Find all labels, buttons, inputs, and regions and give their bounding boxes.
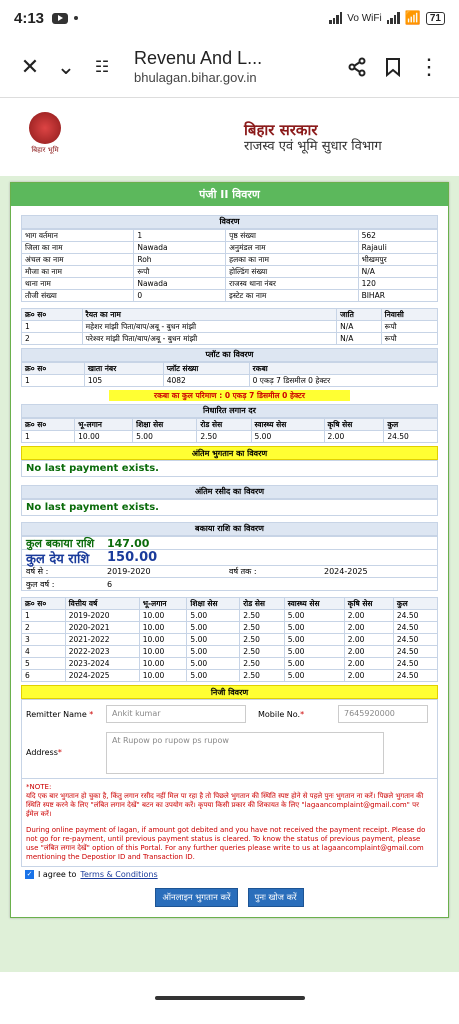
total-due-value: 147.00 xyxy=(107,536,150,550)
table-row-cell: 24.50 xyxy=(393,610,437,622)
table-row-cell: 2.00 xyxy=(344,622,393,634)
table-header-row xyxy=(22,598,438,610)
youtube-icon xyxy=(52,13,68,24)
search-again-button[interactable]: पुनः खोज करें xyxy=(248,888,304,907)
table-row-cell: राजस्व थाना नंबर xyxy=(226,278,358,290)
table-row-cell: 5 xyxy=(22,658,66,670)
table-header-row-cell: भू-लगान xyxy=(75,419,133,431)
table-row-cell: N/A xyxy=(358,266,437,278)
note-english: During online payment of lagan, if amount got debited and you have not received the payment receipt. Please do not go for re-payment, until previous payment status is cleared. To know the status of previous payment, please use "लंबित लगान देखें" option of this Portal. For any further queries please write to us at lagaancomplaint@gmail.com mentioning the Depostior ID and Transaction ID. xyxy=(26,826,426,861)
table-row xyxy=(22,622,438,634)
header-line2: राजस्व एवं भूमि सुधार विभाग xyxy=(244,139,382,155)
to-year-value: 2024-2025 xyxy=(324,567,368,576)
table-row-cell: 5.00 xyxy=(284,670,344,682)
dues-summary xyxy=(21,536,438,591)
table-row-cell: इस्टेट का नाम xyxy=(226,290,358,302)
table-row-cell: भाग वर्तमान xyxy=(22,230,134,242)
signal-2-icon xyxy=(387,12,400,24)
table-row xyxy=(22,254,438,266)
personal-section-title: निजी विवरण xyxy=(21,685,438,699)
table-row-cell: 2.00 xyxy=(344,610,393,622)
share-icon[interactable] xyxy=(339,49,375,85)
payable-value: 150.00 xyxy=(107,550,158,565)
table-row-cell: पृष्ठ संख्या xyxy=(226,230,358,242)
agree-row xyxy=(21,867,438,882)
table-row-cell: 105 xyxy=(84,375,163,387)
page-title: Revenu And L... xyxy=(134,47,263,68)
table-row xyxy=(22,375,438,387)
table-row xyxy=(22,646,438,658)
remitter-name-input[interactable]: Ankit kumar xyxy=(106,705,246,723)
note-title: *NOTE: xyxy=(26,783,52,791)
table-row-cell: परेश्वर मांझी पिता/बाप/अबू - बुधन मांझी xyxy=(82,333,336,345)
plot-table xyxy=(21,362,438,387)
table-row-cell: 0 xyxy=(134,290,226,302)
table-row-cell: होल्डिंग संख्या xyxy=(226,266,358,278)
table-row-cell: 24.50 xyxy=(393,670,437,682)
table-row-cell: 2 xyxy=(22,622,66,634)
table-row-cell: 2022-2023 xyxy=(65,646,139,658)
logo-caption: बिहार भूमि xyxy=(31,146,59,154)
table-row-cell: 10.00 xyxy=(139,622,187,634)
table-row-cell: 2.00 xyxy=(344,646,393,658)
notification-dot-icon xyxy=(74,16,78,20)
table-header-row-cell: रैयत का नाम xyxy=(82,309,336,321)
network-label: Vo WiFi xyxy=(347,12,382,24)
battery-icon: 71 xyxy=(426,12,445,25)
from-year-value: 2019-2020 xyxy=(107,567,151,576)
from-year-label: वर्ष से : xyxy=(26,567,49,576)
mobile-input[interactable]: 7645920000 xyxy=(338,705,428,723)
table-row-cell: 2.00 xyxy=(344,634,393,646)
table-row-cell: 5.00 xyxy=(133,431,197,443)
table-row-cell: 2.50 xyxy=(240,610,285,622)
table-header-row-cell: भू-लगान xyxy=(139,598,187,610)
table-row-cell: N/A xyxy=(337,321,382,333)
table-row-cell: भीखमपुर xyxy=(358,254,437,266)
table-row-cell: 10.00 xyxy=(139,634,187,646)
table-header-row-cell: क्र० स० xyxy=(22,419,75,431)
signal-icon xyxy=(329,12,342,24)
wifi-icon: 📶 xyxy=(404,10,421,25)
table-row-cell: 5.00 xyxy=(187,622,240,634)
table-row xyxy=(22,658,438,670)
table-row-cell: जिला का नाम xyxy=(22,242,134,254)
page-title-block[interactable] xyxy=(134,48,339,85)
table-row-cell: 1 xyxy=(22,321,83,333)
rate-table xyxy=(21,418,438,443)
table-row-cell: 2.00 xyxy=(324,431,384,443)
dues-table xyxy=(21,597,438,682)
table-row-cell: रूपौ xyxy=(134,266,226,278)
table-row-cell: 2023-2024 xyxy=(65,658,139,670)
table-row-cell: 5.00 xyxy=(284,622,344,634)
to-year-label: वर्ष तक : xyxy=(229,567,257,576)
table-row-cell: 2019-2020 xyxy=(65,610,139,622)
last-receipt-text: No last payment exists. xyxy=(21,499,438,516)
table-row-cell: 10.00 xyxy=(75,431,133,443)
agree-checkbox[interactable]: ✓ xyxy=(26,870,33,878)
years-value: 6 xyxy=(107,579,113,589)
table-row-cell: 3 xyxy=(22,634,66,646)
table-header-row xyxy=(22,309,438,321)
table-header-row-cell: स्वास्थ्य सेस xyxy=(251,419,324,431)
emblem-icon xyxy=(29,112,61,144)
table-header-row-cell: रकबा xyxy=(249,363,437,375)
table-row-cell: महेशर मांझी पिता/बाप/अबू - बुधन मांझी xyxy=(82,321,336,333)
table-row-cell: 5.00 xyxy=(187,610,240,622)
table-row-cell: 0 एकड़ 7 डिसमील 0 हेक्टर xyxy=(249,375,437,387)
table-row-cell: BIHAR xyxy=(358,290,437,302)
table-row-cell: 2.50 xyxy=(240,622,285,634)
table-row xyxy=(22,670,438,682)
table-row-cell: रूपौ xyxy=(381,333,437,345)
details-table xyxy=(21,229,438,302)
address-input[interactable]: At Rupow po rupow ps rupow xyxy=(106,732,384,774)
table-row-cell: 5.00 xyxy=(251,431,324,443)
table-row-cell: 4 xyxy=(22,646,66,658)
table-row-cell: 2.50 xyxy=(240,658,285,670)
table-row xyxy=(22,610,438,622)
table-row-cell: 24.50 xyxy=(393,658,437,670)
table-row-cell: 5.00 xyxy=(284,610,344,622)
table-row-cell: 5.00 xyxy=(187,646,240,658)
table-header-row xyxy=(22,363,438,375)
table-header-row-cell: क्र० स० xyxy=(22,598,66,610)
table-row-cell: 562 xyxy=(358,230,437,242)
table-row xyxy=(22,242,438,254)
table-row-cell: 24.50 xyxy=(393,622,437,634)
more-menu-icon[interactable]: ⋮ xyxy=(418,53,440,79)
table-row-cell: 2024-2025 xyxy=(65,670,139,682)
table-row-cell: Nawada xyxy=(134,242,226,254)
table-row-cell: 24.50 xyxy=(393,646,437,658)
table-row-cell: 2.50 xyxy=(240,670,285,682)
table-row-cell: तौजी संख्या xyxy=(22,290,134,302)
table-row-cell: 10.00 xyxy=(139,658,187,670)
table-row-cell: 2.00 xyxy=(344,670,393,682)
table-row-cell: Nawada xyxy=(134,278,226,290)
table-header-row-cell: खाता नंबर xyxy=(84,363,163,375)
dues-section-title: बकाया राशि का विवरण xyxy=(21,522,438,536)
rate-section-title: निधारित लगान दर xyxy=(21,404,438,418)
raiyat-table xyxy=(21,308,438,345)
table-row xyxy=(22,333,438,345)
table-row-cell: 10.00 xyxy=(139,646,187,658)
page-url: bhulagan.bihar.gov.in xyxy=(134,69,257,85)
table-row xyxy=(22,634,438,646)
table-row-cell: अंचल का नाम xyxy=(22,254,134,266)
table-row-cell: 4082 xyxy=(163,375,249,387)
mobile-label: Mobile No.* xyxy=(258,709,305,719)
home-pill[interactable] xyxy=(155,996,305,1000)
table-header-row-cell: रोड सेस xyxy=(240,598,285,610)
table-row xyxy=(22,431,438,443)
table-header-row-cell: कृषि सेस xyxy=(344,598,393,610)
table-row-cell: Rajauli xyxy=(358,242,437,254)
table-row-cell: रूपौ xyxy=(381,321,437,333)
online-pay-button[interactable]: ऑनलाइन भुगतान करें xyxy=(155,888,237,907)
agree-text: I agree to xyxy=(38,870,77,879)
table-row-cell: N/A xyxy=(337,333,382,345)
table-header-row-cell: शिक्षा सेस xyxy=(187,598,240,610)
table-header-row-cell: क्र० स० xyxy=(22,309,83,321)
table-header-row-cell: कृषि सेस xyxy=(324,419,384,431)
page-content xyxy=(0,98,459,972)
site-header xyxy=(0,98,459,172)
register-panel xyxy=(10,182,449,918)
footer-band xyxy=(0,938,459,972)
table-row xyxy=(22,321,438,333)
panel-title: पंजी II विवरण xyxy=(11,183,448,206)
table-row xyxy=(22,266,438,278)
note-block xyxy=(21,779,438,867)
payable-label: कुल देय राशि xyxy=(26,551,90,567)
table-header-row xyxy=(22,419,438,431)
table-row-cell: 5.00 xyxy=(187,634,240,646)
table-row-cell: 2020-2021 xyxy=(65,622,139,634)
status-time: 4:13 xyxy=(14,9,45,27)
table-row-cell: 1 xyxy=(22,375,85,387)
years-label: कुल वर्ष : xyxy=(26,579,55,589)
button-row xyxy=(21,882,438,913)
personal-form xyxy=(21,699,438,779)
browser-toolbar xyxy=(0,36,459,98)
table-header-row-cell: रोड सेस xyxy=(197,419,251,431)
table-header-row-cell: जाति xyxy=(337,309,382,321)
table-row-cell: 1 xyxy=(134,230,226,242)
table-row-cell: 6 xyxy=(22,670,66,682)
last-payment-title: अंतिम भुगतान का विवरण xyxy=(21,446,438,460)
table-header-row-cell: स्वास्थ्य सेस xyxy=(284,598,344,610)
table-row-cell: 120 xyxy=(358,278,437,290)
status-bar xyxy=(0,0,459,36)
terms-link[interactable]: Terms & Conditions xyxy=(80,870,158,879)
last-receipt-title: अंतिम रसीद का विवरण xyxy=(21,485,438,499)
table-row-cell: 10.00 xyxy=(139,670,187,682)
chevron-down-icon[interactable]: ⌄ xyxy=(56,53,76,79)
table-header-row-cell: क्र० स० xyxy=(22,363,85,375)
plot-total: रकबा का कुल परिमाण : 0 एकड़ 7 डिसमील 0 हेक्टर xyxy=(109,390,351,401)
table-row xyxy=(22,230,438,242)
address-label: Address* xyxy=(26,748,62,757)
table-row-cell: 10.00 xyxy=(139,610,187,622)
table-header-row-cell: प्लॉट संख्या xyxy=(163,363,249,375)
table-row-cell: 1 xyxy=(22,431,75,443)
close-icon[interactable]: ✕ xyxy=(20,53,40,79)
bihar-logo xyxy=(24,112,66,164)
table-row-cell: हलका का नाम xyxy=(226,254,358,266)
table-row-cell: 5.00 xyxy=(187,658,240,670)
details-section-title: विवरण xyxy=(21,215,438,229)
table-header-row-cell: वित्तीय वर्ष xyxy=(65,598,139,610)
table-row-cell: 5.00 xyxy=(284,634,344,646)
table-row-cell: 5.00 xyxy=(284,646,344,658)
table-row-cell: मौजा का नाम xyxy=(22,266,134,278)
header-line1: बिहार सरकार xyxy=(244,120,318,139)
table-row-cell: 24.50 xyxy=(384,431,438,443)
content-band xyxy=(0,176,459,938)
table-row-cell: 24.50 xyxy=(393,634,437,646)
table-header-row-cell: निवासी xyxy=(381,309,437,321)
table-row-cell: 2.50 xyxy=(240,634,285,646)
table-row-cell: 2021-2022 xyxy=(65,634,139,646)
site-settings-icon[interactable]: ☷ xyxy=(94,58,110,76)
table-row xyxy=(22,290,438,302)
gesture-bar xyxy=(0,972,459,1024)
table-row xyxy=(22,278,438,290)
table-row-cell: अनुमंडल नाम xyxy=(226,242,358,254)
plot-section-title: प्लॉट का विवरण xyxy=(21,348,438,362)
last-payment-text: No last payment exists. xyxy=(21,460,438,477)
table-header-row-cell: कुल xyxy=(393,598,437,610)
table-row-cell: थाना नाम xyxy=(22,278,134,290)
table-row-cell: 2.00 xyxy=(344,658,393,670)
table-header-row-cell: कुल xyxy=(384,419,438,431)
table-row-cell: 2.50 xyxy=(197,431,251,443)
table-row-cell: 5.00 xyxy=(284,658,344,670)
table-header-row-cell: शिक्षा सेस xyxy=(133,419,197,431)
table-row-cell: 2.50 xyxy=(240,646,285,658)
table-row-cell: 2 xyxy=(22,333,83,345)
table-row-cell: 5.00 xyxy=(187,670,240,682)
bookmark-icon[interactable] xyxy=(375,49,411,85)
table-row-cell: Roh xyxy=(134,254,226,266)
total-due-label: कुल बकाया राशि xyxy=(26,536,95,550)
remitter-label: Remitter Name * xyxy=(26,709,94,719)
table-row-cell: 1 xyxy=(22,610,66,622)
note-hindi: यदि एक बार भुगतान हो चुका है, किंतु लगान रसीद नहीं मिल पा रहा है तो पिछले भुगतान की स्थिति स्पष्ट होने से पहले पुनः भुगतान ना करें। पिछले भुगतान की स्थिति स्पष्ट करने के लिए "लंबित लगान देखें" बटन का उपयोग करें। कृपया किसी प्रकार की शिकायत के लिए "lagaancomplaint@gmail.com" पर ईमेल करें। xyxy=(26,792,424,818)
